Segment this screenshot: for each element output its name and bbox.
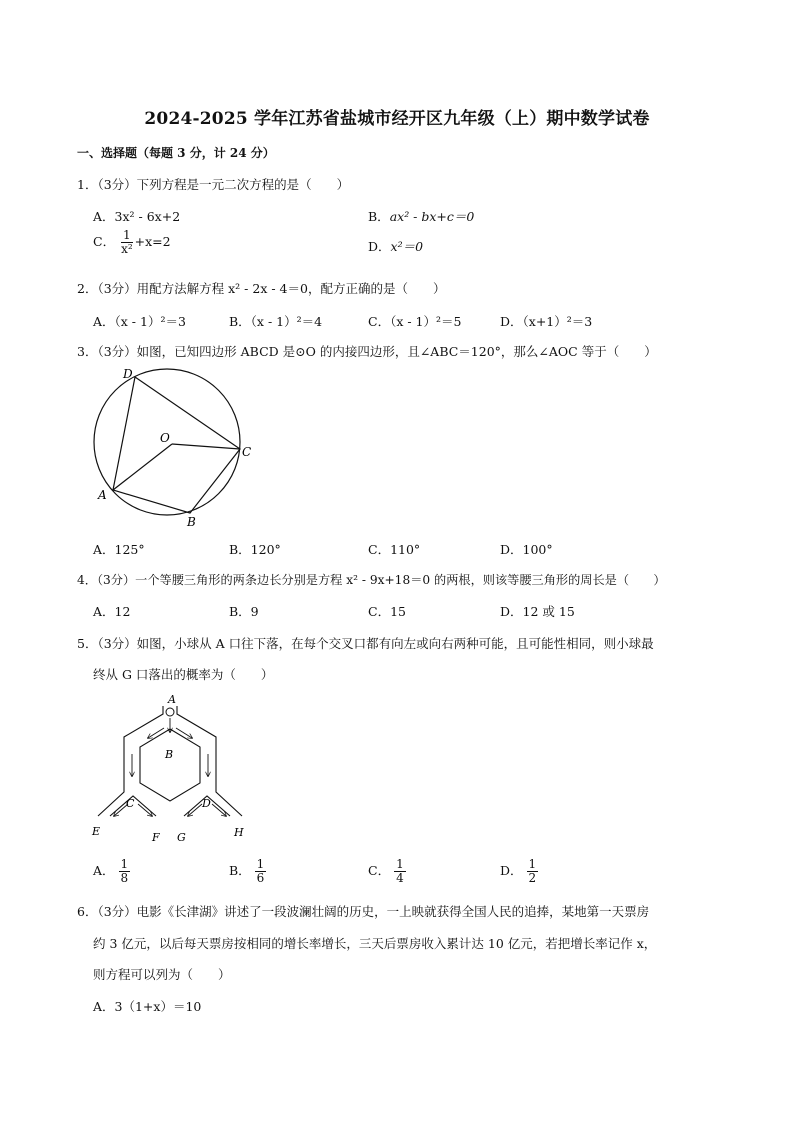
- q1-option-b-label: B．: [368, 209, 390, 224]
- q3-option-c: C．110°: [368, 542, 421, 557]
- q3-option-a: A．125°: [93, 542, 145, 557]
- q5-inner-hexagon: [140, 729, 200, 801]
- q5-stem-line1: 5．（3分）如图，小球从 A 口往下落，在每个交叉口都有向左或向右两种可能，且可能性相同，则小球最: [77, 636, 654, 651]
- q1-option-c: [93, 229, 171, 256]
- q5-label-a: A: [168, 693, 176, 706]
- q1-option-c-numerator: 1: [123, 228, 131, 242]
- q1-option-c-rest: +x=2: [134, 234, 171, 250]
- q5-option-c-denominator: 4: [396, 871, 404, 886]
- q5-option-d-denominator: 2: [528, 871, 537, 886]
- q5-ball: [166, 708, 174, 716]
- q1-stem: 1．（3分）下列方程是一元二次方程的是（ ）: [77, 177, 350, 192]
- q3-option-b: B．120°: [229, 542, 281, 557]
- q6-stem-line2: 约 3 亿元，以后每天票房按相同的增长率增长，三天后票房收入累计达 10 亿元，若把增长率记作 x，: [93, 936, 657, 951]
- q5-stem-line2: 终从 G 口落出的概率为（ ）: [93, 667, 274, 682]
- q5-label-c: C: [126, 797, 135, 810]
- q5-label-e: E: [92, 825, 101, 838]
- q5-option-c-label: C．: [368, 863, 391, 879]
- section-heading: 一、选择题（每题 3 分，计 24 分）: [77, 146, 275, 160]
- q3-option-d: D．100°: [500, 542, 553, 557]
- q5-arrow-right-upper: [176, 728, 192, 738]
- q1-option-a-text: 3x² - 6x+2: [114, 209, 181, 224]
- q4-option-d: D．12 或 15: [500, 604, 575, 619]
- q5-option-d-label: D．: [500, 863, 523, 879]
- q5-label-f: F: [152, 831, 160, 844]
- q3-label-d: D: [123, 367, 133, 381]
- q3-stem: 3．（3分）如图，已知四边形 ABCD 是⊙O 的内接四边形，且∠ABC＝120°，那么∠AOC 等于（ ）: [77, 344, 657, 359]
- q5-option-c-fraction: [394, 858, 406, 885]
- q3-label-o: O: [160, 431, 170, 445]
- q1-option-c-label: C．: [93, 234, 116, 250]
- q5-option-b-denominator: 6: [256, 871, 265, 886]
- q1-option-b: [368, 207, 474, 225]
- q5-option-d: [500, 858, 538, 885]
- q5-option-a-label: A．: [93, 863, 115, 879]
- page-title: 2024-2025 学年江苏省盐城市经开区九年级（上）期中数学试卷: [144, 109, 650, 129]
- q3-label-a: A: [98, 488, 107, 502]
- q5-label-b: B: [165, 748, 174, 761]
- q1-option-c-fraction: [119, 229, 135, 256]
- q2-option-b: B．（x - 1）²＝4: [229, 314, 323, 329]
- q1-option-d-text: x²＝0: [390, 239, 424, 254]
- q1-option-a: [93, 207, 180, 225]
- q5-label-g: G: [177, 831, 186, 844]
- q3-segment-oc: [172, 444, 240, 449]
- q1-option-c-denominator: x²: [121, 242, 133, 257]
- q2-stem: 2．（3分）用配方法解方程 x² - 2x - 4＝0，配方正确的是（ ）: [77, 281, 446, 296]
- q2-option-c: C．（x - 1）²＝5: [368, 314, 462, 329]
- q5-option-c: [368, 858, 406, 885]
- q4-option-a: A．12: [93, 604, 131, 619]
- q5-option-a-numerator: 1: [120, 857, 129, 871]
- q5-option-d-fraction: [527, 858, 539, 885]
- q3-label-b: B: [187, 515, 196, 529]
- q2-option-a: A．（x - 1）²＝3: [93, 314, 186, 329]
- q5-ball-path-diagram: [88, 692, 258, 847]
- q3-circle-diagram: [88, 360, 268, 535]
- q4-stem: 4．（3分）一个等腰三角形的两条边长分别是方程 x² - 9x+18＝0 的两根，则该等腰三角形的周长是（ ）: [77, 573, 666, 587]
- q1-option-a-label: A．: [93, 209, 115, 224]
- q5-option-a-denominator: 8: [120, 871, 129, 886]
- q5-option-a: [93, 858, 130, 885]
- q5-option-a-fraction: [119, 858, 131, 885]
- q4-option-b: B．9: [229, 604, 259, 619]
- q3-segment-oa: [113, 444, 172, 490]
- q6-stem-line3: 则方程可以列为（ ）: [93, 967, 231, 982]
- q1-option-d: [368, 237, 423, 255]
- q5-option-c-numerator: 1: [396, 857, 404, 871]
- q6-stem-line1: 6．（3分）电影《长津湖》讲述了一段波澜壮阔的历史，一上映就获得全国人民的追捧，某地第一天票房: [77, 904, 650, 919]
- q5-option-b-label: B．: [229, 863, 251, 879]
- q2-option-d: D．（x+1）²＝3: [500, 314, 593, 329]
- q3-label-c: C: [242, 445, 252, 459]
- q5-option-b-numerator: 1: [256, 857, 265, 871]
- q6-option-a: A．3（1+x）＝10: [93, 999, 202, 1014]
- q5-option-d-numerator: 1: [528, 857, 537, 871]
- q5-label-d: D: [202, 797, 211, 810]
- q4-option-c: C．15: [368, 604, 406, 619]
- q5-label-h: H: [234, 826, 244, 839]
- q5-option-b: [229, 858, 266, 885]
- q5-arrow-left-upper: [148, 728, 164, 738]
- q3-quadrilateral: [113, 377, 240, 513]
- q1-option-b-text: ax² - bx+c＝0: [389, 209, 475, 224]
- q5-option-b-fraction: [255, 858, 267, 885]
- q1-option-d-label: D．: [368, 239, 391, 254]
